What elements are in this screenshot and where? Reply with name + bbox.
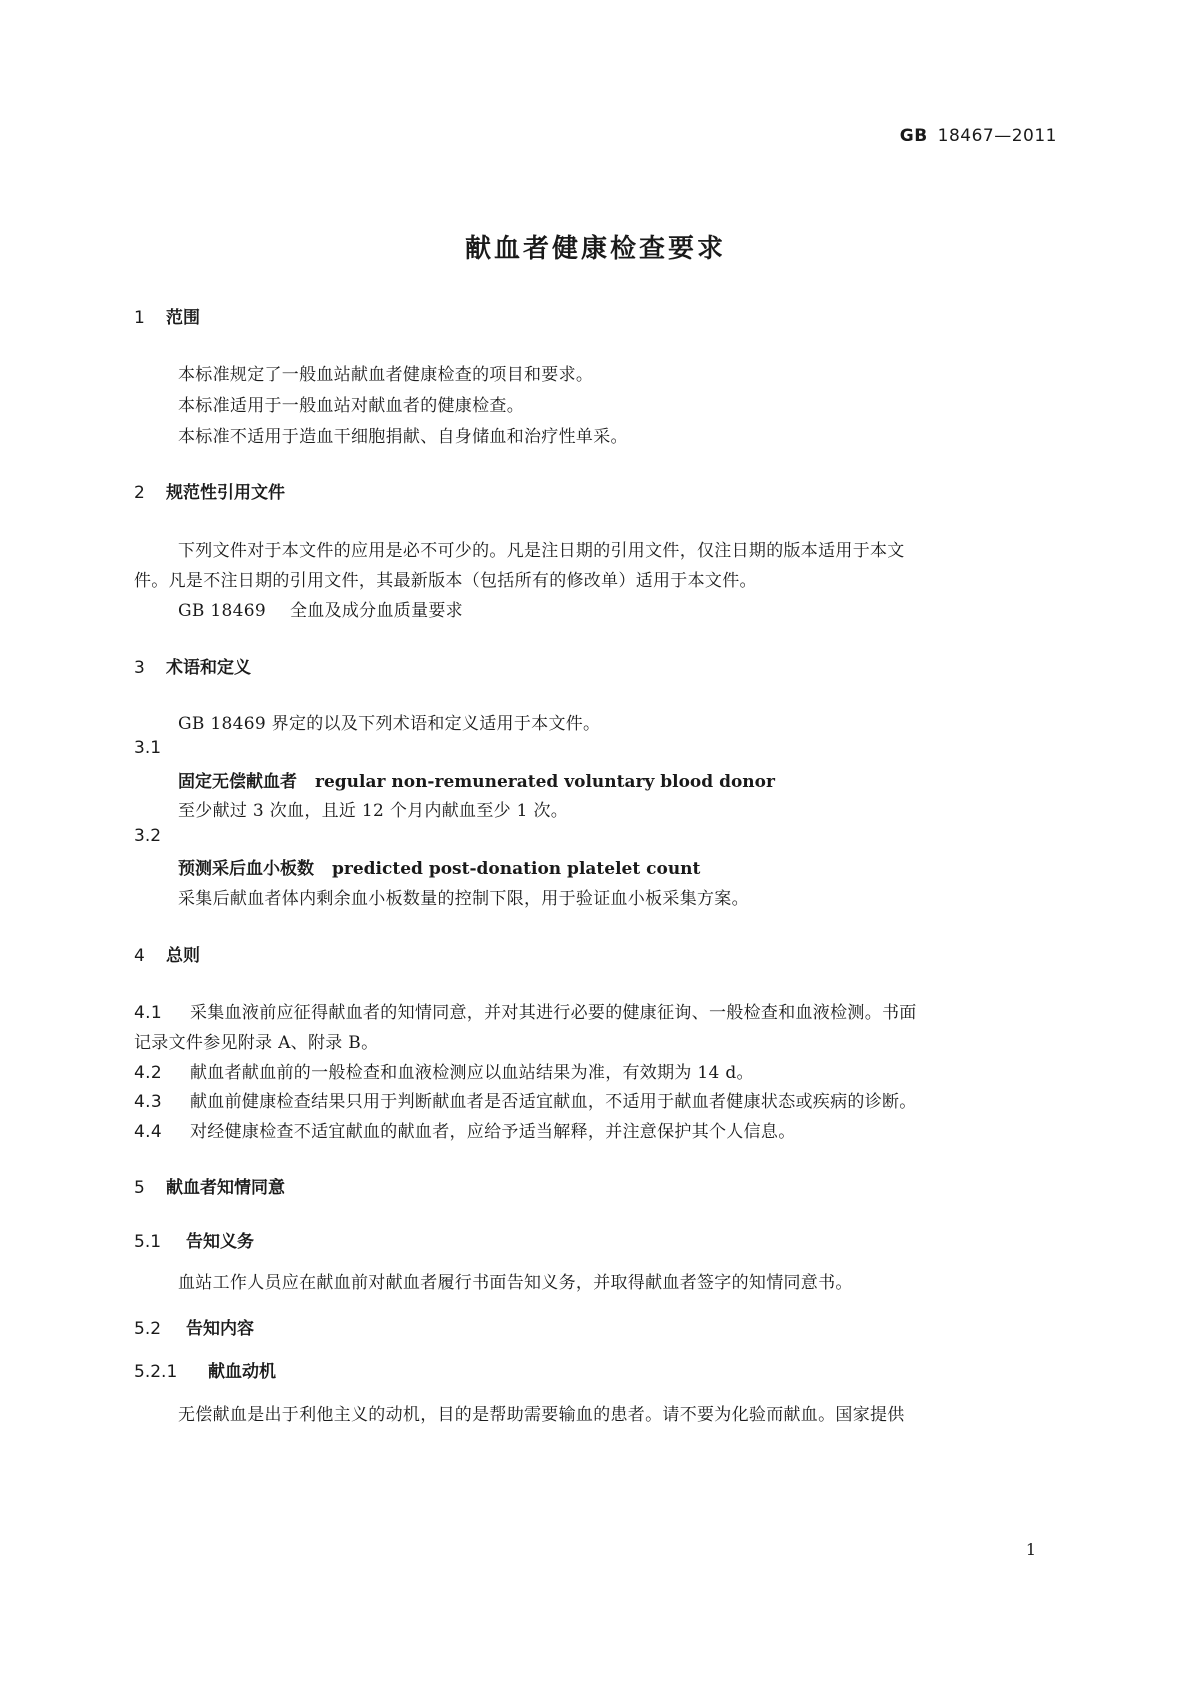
section-title: 总则 (166, 946, 200, 966)
subsection-number: 5.2.1 (134, 1362, 178, 1382)
paragraph: GB 18469 界定的以及下列术语和定义适用于本文件。 (178, 714, 601, 734)
subsection-number: 5.1 (134, 1232, 162, 1252)
term-chinese: 预测采后血小板数 (178, 859, 314, 879)
section-title: 术语和定义 (166, 658, 251, 678)
page-number: 1 (1025, 1540, 1036, 1559)
standard-code (0, 126, 1057, 146)
paragraph: 本标准规定了一般血站献血者健康检查的项目和要求。 (178, 365, 594, 385)
subsection-number: 5.2 (134, 1319, 162, 1339)
subsection-5-2-1-heading (134, 1357, 276, 1382)
term-chinese: 固定无偿献血者 (178, 772, 297, 792)
clause-text: 对经健康检查不适宜献血的献血者，应给予适当解释，并注意保护其个人信息。 (190, 1122, 796, 1142)
term-number: 3.1 (134, 738, 162, 758)
paragraph: 本标准不适用于造血干细胞捐献、自身储血和治疗性单采。 (178, 427, 628, 447)
section-title: 范围 (166, 308, 200, 328)
term-entry (178, 767, 775, 792)
subsection-5-1-heading (134, 1227, 254, 1252)
paragraph: 本标准适用于一般血站对献血者的健康检查。 (178, 396, 524, 416)
term-entry (178, 854, 700, 879)
clause-number: 4.3 (134, 1092, 162, 1112)
section-number: 5 (134, 1178, 145, 1198)
subsection-5-2-heading (134, 1314, 254, 1339)
paragraph: 血站工作人员应在献血前对献血者履行书面告知义务，并取得献血者签字的知情同意书。 (178, 1273, 853, 1293)
normative-reference (178, 596, 463, 621)
clause-number: 4.4 (134, 1122, 162, 1142)
section-title: 献血者知情同意 (166, 1178, 285, 1198)
section-number: 2 (134, 483, 145, 503)
paragraph-continuation: 件。凡是不注日期的引用文件，其最新版本（包括所有的修改单）适用于本文件。 (134, 571, 757, 591)
clause-text: 献血前健康检查结果只用于判断献血者是否适宜献血，不适用于献血者健康状态或疾病的诊断。 (190, 1092, 917, 1112)
term-english: predicted post-donation platelet count (332, 859, 701, 879)
section-2-heading (134, 478, 285, 503)
clause (134, 998, 917, 1023)
standard-prefix: GB (899, 126, 928, 146)
reference-title: 全血及成分血质量要求 (289, 601, 463, 621)
subsection-title: 告知内容 (186, 1319, 254, 1339)
clause-text: 采集血液前应征得献血者的知情同意，并对其进行必要的健康征询、一般检查和血液检测。书面 (190, 1003, 917, 1023)
section-5-heading (134, 1173, 285, 1198)
document-title: 献血者健康检查要求 (464, 234, 726, 264)
term-number: 3.2 (134, 826, 162, 846)
section-number: 4 (134, 946, 145, 966)
section-number: 3 (134, 658, 145, 678)
subsection-title: 告知义务 (186, 1232, 254, 1252)
section-number: 1 (134, 308, 145, 328)
reference-code: GB 18469 (178, 601, 266, 621)
clause (134, 1087, 917, 1112)
term-definition: 采集后献血者体内剩余血小板数量的控制下限，用于验证血小板采集方案。 (178, 889, 749, 909)
section-title: 规范性引用文件 (166, 483, 285, 503)
standard-number: 18467—2011 (937, 126, 1057, 146)
clause-number: 4.1 (134, 1003, 162, 1023)
section-1-heading (134, 303, 200, 328)
clause-continuation: 记录文件参见附录 A、附录 B。 (134, 1033, 379, 1053)
term-definition: 至少献过 3 次血，且近 12 个月内献血至少 1 次。 (178, 801, 569, 821)
section-4-heading (134, 941, 200, 966)
term-english: regular non-remunerated voluntary blood donor (315, 772, 775, 792)
clause-text: 献血者献血前的一般检查和血液检测应以血站结果为准，有效期为 14 d。 (190, 1063, 754, 1083)
clause (134, 1117, 796, 1142)
section-3-heading (134, 653, 251, 678)
paragraph: 无偿献血是出于利他主义的动机，目的是帮助需要输血的患者。请不要为化验而献血。国家提供 (178, 1405, 905, 1425)
paragraph: 下列文件对于本文件的应用是必不可少的。凡是注日期的引用文件，仅注日期的版本适用于本文 (178, 541, 905, 561)
subsection-title: 献血动机 (208, 1362, 276, 1382)
clause (134, 1058, 754, 1083)
clause-number: 4.2 (134, 1063, 162, 1083)
